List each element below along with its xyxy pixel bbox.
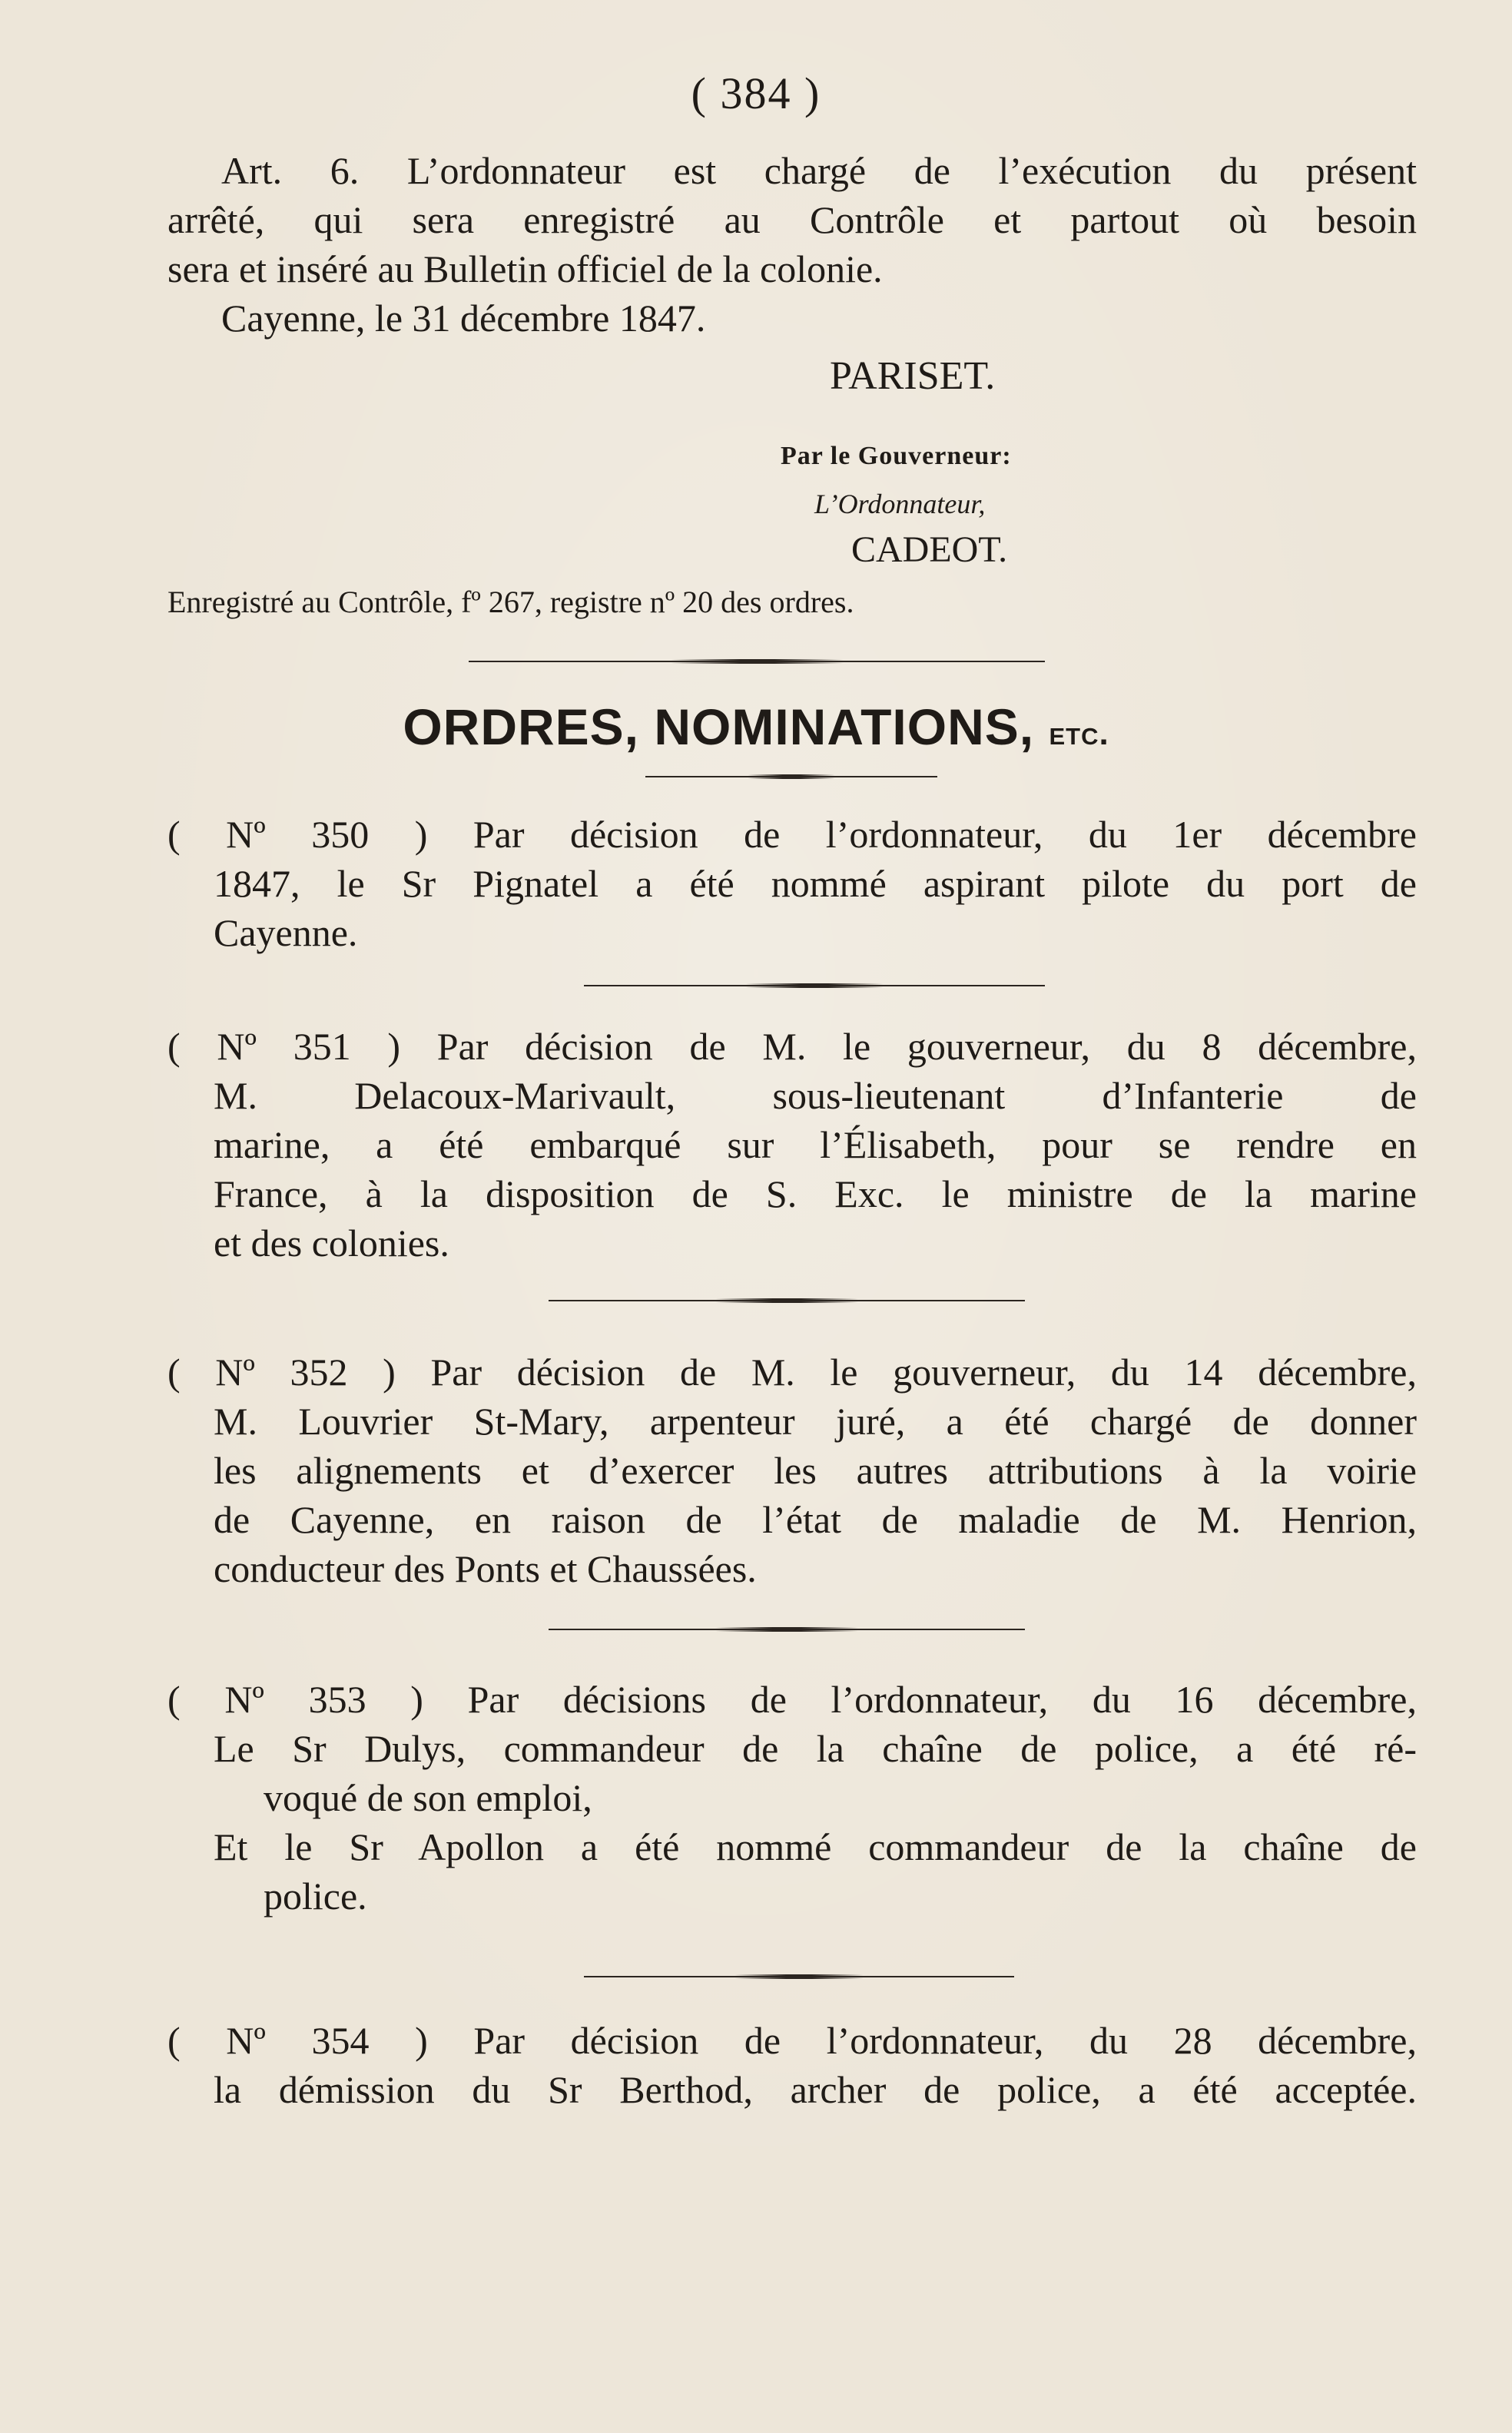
entry-text: Par décision de l’ordonnateur, du 28 décembre,	[473, 2019, 1417, 2062]
entry-352-line-5: conducteur des Ponts et Chaussées.	[214, 1547, 757, 1590]
divider-rule	[549, 1300, 1025, 1301]
art6-line-1: Art. 6. L’ordonnateur est chargé de l’exécution du présent	[221, 149, 1417, 192]
page-number: ( 384 )	[691, 68, 821, 118]
entry-353-line-1	[167, 1675, 1417, 1724]
entry-text: Par décision de l’ordonnateur, du 1er décembre	[472, 813, 1417, 856]
entry-353-line-4: Et le Sr Apollon a été nommé commandeur de la chaîne de	[214, 1825, 1417, 1868]
entry-text: Par décisions de l’ordonnateur, du 16 décembre,	[467, 1678, 1417, 1721]
divider-rule	[549, 1629, 1025, 1630]
entry-351-line-4: France, à la disposition de S. Exc. le ministre de la marine	[214, 1172, 1417, 1215]
entry-353	[167, 1675, 1417, 1921]
signature-pariset: PARISET.	[830, 354, 996, 398]
art6-date: Cayenne, le 31 décembre 1847.	[221, 297, 706, 340]
entry-351-line-1	[167, 1022, 1417, 1071]
entry-353-line-2: Le Sr Dulys, commandeur de la chaîne de police, a été ré-	[214, 1727, 1417, 1770]
entry-354-line-2: la démission du Sr Berthod, archer de police, a été acceptée.	[214, 2068, 1417, 2111]
entry-number: ( Nº 353 )	[167, 1678, 423, 1721]
entry-352-line-4: de Cayenne, en raison de l’état de maladie de M. Henrion,	[214, 1498, 1417, 1541]
art6-line-2: arrêté, qui sera enregistré au Contrôle et partout où besoin	[167, 198, 1417, 241]
entry-number: ( Nº 350 )	[167, 813, 428, 856]
entry-351-line-3: marine, a été embarqué sur l’Élisabeth, pour se rendre en	[214, 1123, 1417, 1166]
signature-cadeot: CADEOT.	[851, 529, 1008, 570]
divider-rule	[584, 985, 1045, 986]
entry-350-line-1	[167, 810, 1417, 859]
entry-352-line-2: M. Louvrier St-Mary, arpenteur juré, a été chargé de donner	[214, 1400, 1417, 1443]
entry-number: ( Nº 354 )	[167, 2019, 428, 2062]
divider-rule	[584, 1976, 1014, 1977]
entry-352	[167, 1347, 1417, 1593]
entry-number: ( Nº 351 )	[167, 1025, 401, 1068]
entry-text: Par décision de M. le gouverneur, du 14 décembre,	[430, 1351, 1418, 1394]
entry-353-line-3: voqué de son emploi,	[264, 1776, 592, 1819]
divider-rule	[469, 661, 1045, 662]
entry-text: Par décision de M. le gouverneur, du 8 décembre,	[436, 1025, 1417, 1068]
entry-353-line-5: police.	[264, 1874, 367, 1918]
ordonnateur-title: L’Ordonnateur,	[814, 489, 986, 519]
entry-350	[167, 810, 1417, 957]
entry-351-line-2: M. Delacoux-Marivault, sous-lieutenant d’Infanterie de	[214, 1074, 1417, 1117]
entry-352-line-3: les alignements et d’exercer les autres attributions à la voirie	[214, 1449, 1417, 1492]
article-6	[167, 146, 1417, 343]
entry-351	[167, 1022, 1417, 1268]
entry-354	[167, 2016, 1417, 2114]
entry-352-line-1	[167, 1347, 1417, 1397]
section-heading	[0, 698, 1512, 756]
entry-number: ( Nº 352 )	[167, 1351, 396, 1394]
divider-rule	[645, 776, 937, 777]
registration-note: Enregistré au Contrôle, fº 267, registre nº 20 des ordres.	[167, 585, 854, 619]
art6-line-3: sera et inséré au Bulletin officiel de la colonie.	[167, 247, 883, 290]
entry-350-line-3: Cayenne.	[214, 911, 358, 954]
entry-354-line-1	[167, 2016, 1417, 2065]
heading-main: ORDRES, NOMINATIONS,	[403, 698, 1035, 755]
par-le-gouverneur: Par le Gouverneur:	[781, 442, 1012, 470]
entry-351-line-5: et des colonies.	[214, 1221, 449, 1265]
entry-350-line-2: 1847, le Sr Pignatel a été nommé aspirant pilote du port de	[214, 862, 1417, 905]
heading-etc: etc.	[1049, 714, 1109, 752]
